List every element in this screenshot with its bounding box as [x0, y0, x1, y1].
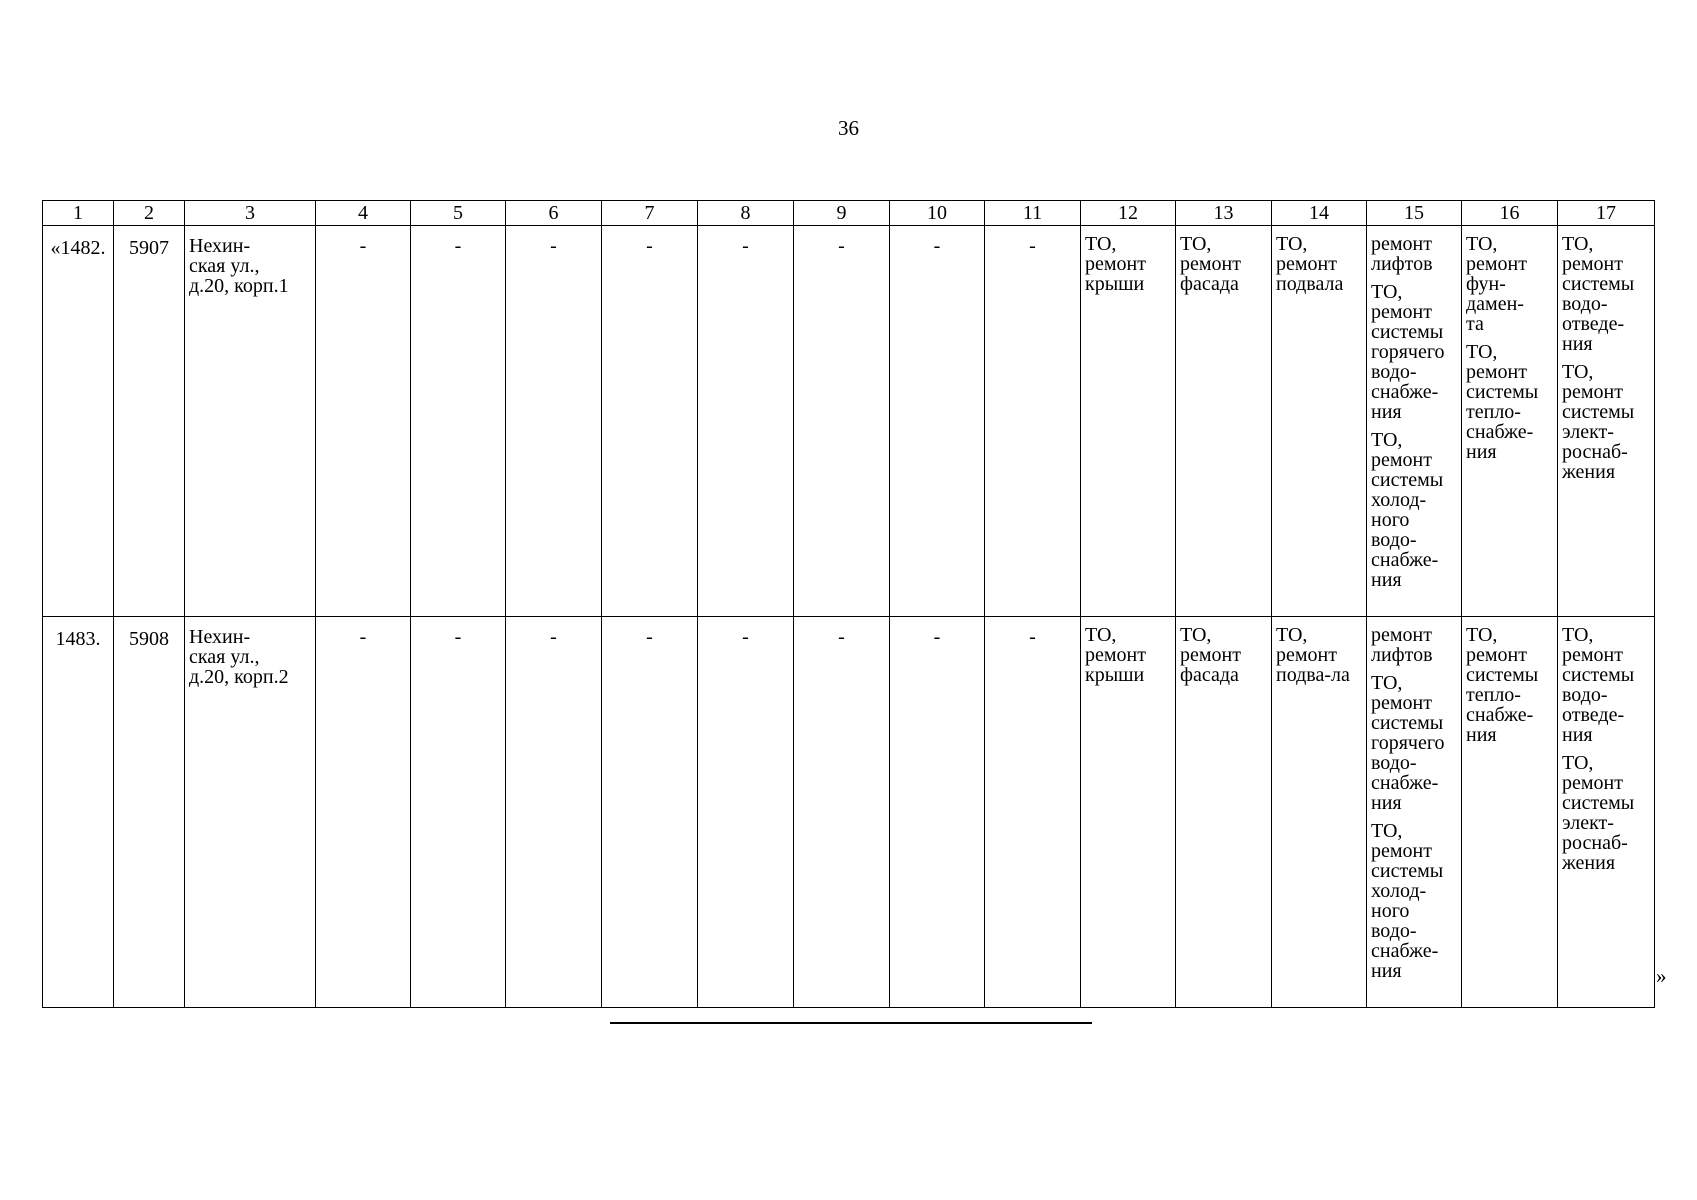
empty-value-cell: - [985, 617, 1081, 1008]
empty-value-cell: - [411, 226, 506, 617]
header-cell-5: 5 [411, 201, 506, 226]
header-cell-6: 6 [506, 201, 602, 226]
work-cell-17 [1558, 226, 1655, 617]
closing-quote: » [1656, 964, 1667, 988]
work-item: ТО, ремонт системы холод- ного водо- снабже- ния [1371, 820, 1444, 982]
header-cell-11: 11 [985, 201, 1081, 226]
empty-value-cell: - [602, 226, 698, 617]
work-item: ремонт лифтов [1371, 624, 1433, 666]
work-cell-15 [1367, 226, 1462, 617]
work-cell-15 [1367, 617, 1462, 1008]
empty-value-cell: - [794, 226, 890, 617]
work-item: ТО, ремонт крыши [1085, 624, 1146, 686]
header-cell-3: 3 [185, 201, 316, 226]
address-cell: Нехин- ская ул., д.20, корп.2 [185, 617, 316, 1008]
work-item: ТО, ремонт системы тепло- снабже- ния [1466, 341, 1539, 463]
work-cell-14 [1272, 617, 1367, 1008]
header-cell-14: 14 [1272, 201, 1367, 226]
work-item: ТО, ремонт системы элект- роснаб- жения [1562, 361, 1635, 483]
work-item: ТО, ремонт системы холод- ного водо- снабже- ния [1371, 429, 1444, 591]
header-cell-9: 9 [794, 201, 890, 226]
footer-rule [610, 1022, 1092, 1024]
header-cell-16: 16 [1462, 201, 1558, 226]
work-cell-13 [1176, 617, 1272, 1008]
building-code: 5907 [114, 226, 185, 617]
empty-value-cell: - [602, 617, 698, 1008]
header-cell-17: 17 [1558, 201, 1655, 226]
work-item: ТО, ремонт системы элект- роснаб- жения [1562, 752, 1635, 874]
header-cell-13: 13 [1176, 201, 1272, 226]
empty-value-cell: - [794, 617, 890, 1008]
work-cell-12 [1081, 617, 1176, 1008]
header-cell-1: 1 [43, 201, 114, 226]
work-cell-16 [1462, 226, 1558, 617]
works-table [42, 200, 1655, 1008]
empty-value-cell: - [316, 226, 411, 617]
empty-value-cell: - [506, 226, 602, 617]
work-item: ТО, ремонт фасада [1180, 233, 1241, 295]
row-number: 1483. [43, 617, 114, 1008]
empty-value-cell: - [890, 617, 985, 1008]
table-row [43, 226, 1655, 617]
address-cell: Нехин- ская ул., д.20, корп.1 [185, 226, 316, 617]
work-item: ТО, ремонт системы водо- отведе- ния [1562, 233, 1635, 355]
empty-value-cell: - [890, 226, 985, 617]
work-item: ТО, ремонт фун- дамен- та [1466, 233, 1527, 335]
header-cell-2: 2 [114, 201, 185, 226]
row-number: «1482. [43, 226, 114, 617]
header-row [43, 201, 1655, 226]
work-cell-14 [1272, 226, 1367, 617]
work-cell-13 [1176, 226, 1272, 617]
work-item: ТО, ремонт подвала [1276, 233, 1344, 295]
work-item: ремонт лифтов [1371, 233, 1433, 275]
work-item: ТО, ремонт подва-ла [1276, 624, 1350, 686]
header-cell-8: 8 [698, 201, 794, 226]
header-cell-7: 7 [602, 201, 698, 226]
empty-value-cell: - [316, 617, 411, 1008]
empty-value-cell: - [506, 617, 602, 1008]
work-cell-17 [1558, 617, 1655, 1008]
empty-value-cell: - [985, 226, 1081, 617]
work-item: ТО, ремонт системы горячего водо- снабже- ния [1371, 281, 1445, 423]
work-cell-12 [1081, 226, 1176, 617]
table-row [43, 617, 1655, 1008]
work-item: ТО, ремонт фасада [1180, 624, 1241, 686]
header-cell-15: 15 [1367, 201, 1462, 226]
page-number: 36 [838, 116, 859, 140]
header-cell-4: 4 [316, 201, 411, 226]
header-cell-12: 12 [1081, 201, 1176, 226]
header-cell-10: 10 [890, 201, 985, 226]
work-item: ТО, ремонт крыши [1085, 233, 1146, 295]
work-item: ТО, ремонт системы водо- отведе- ния [1562, 624, 1635, 746]
building-code: 5908 [114, 617, 185, 1008]
work-item: ТО, ремонт системы тепло- снабже- ния [1466, 624, 1539, 746]
work-cell-16 [1462, 617, 1558, 1008]
empty-value-cell: - [698, 226, 794, 617]
work-item: ТО, ремонт системы горячего водо- снабже- ния [1371, 672, 1445, 814]
empty-value-cell: - [411, 617, 506, 1008]
empty-value-cell: - [698, 617, 794, 1008]
